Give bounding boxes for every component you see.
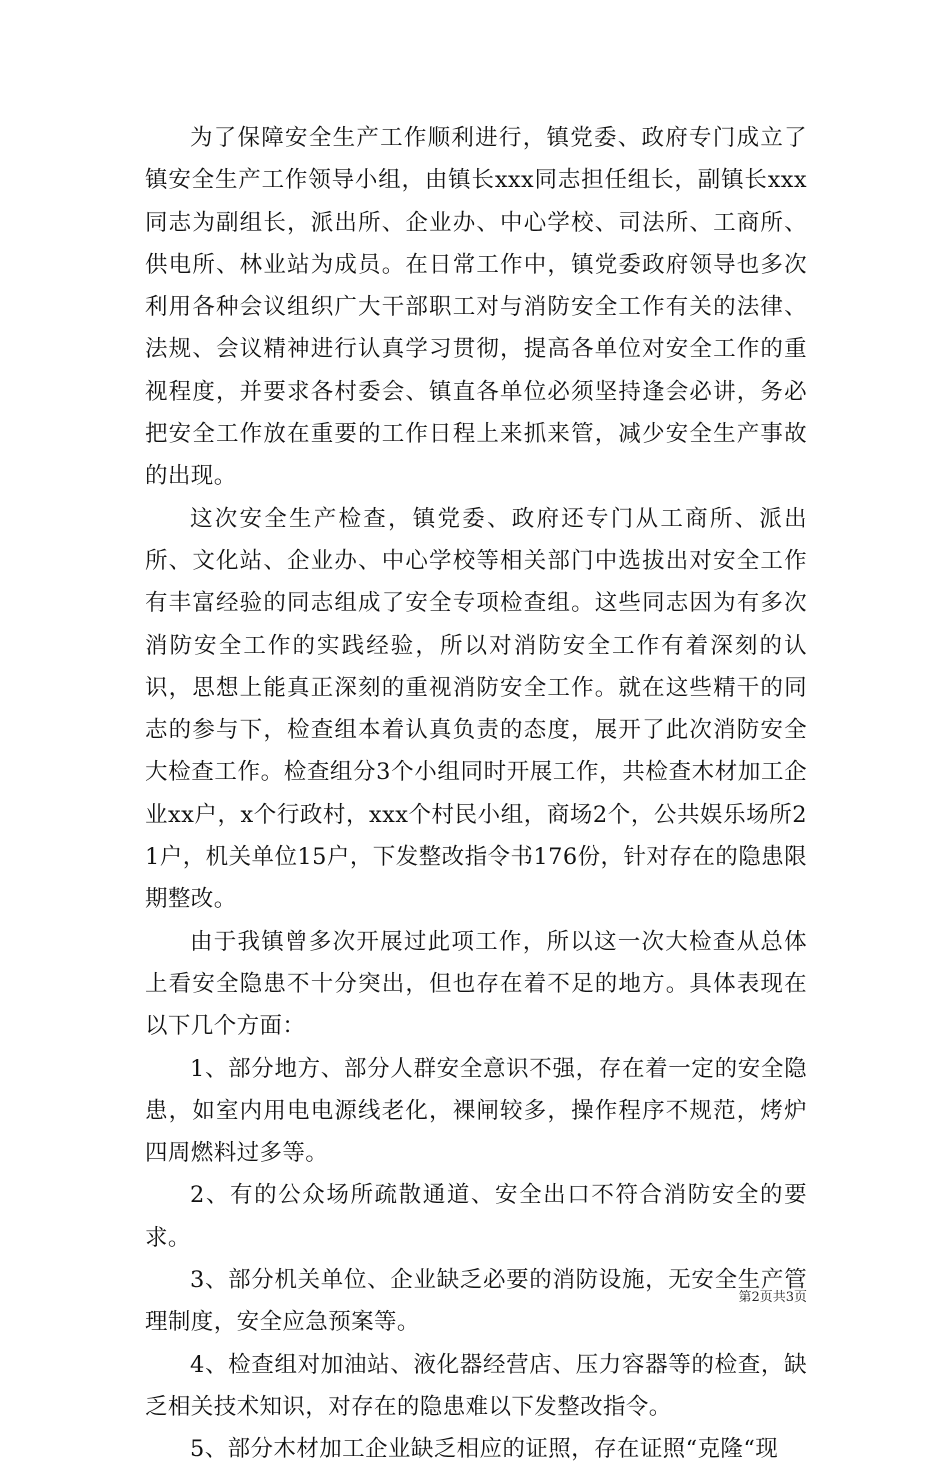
page-number-footer: 第2页共3页 <box>738 1290 807 1305</box>
paragraph-problems-intro: 由于我镇曾多次开展过此项工作，所以这一次大检查从总体上看安全隐患不十分突出，但也存在着不足的地方。具体表现在以下几个方面： <box>145 928 807 1040</box>
paragraph-inspection-team: 这次安全生产检查，镇党委、政府还专门从工商所、派出所、文化站、企业办、中心学校等相关部门中选拔出对安全工作有丰富经验的同志组成了安全专项检查组。这些同志因为有多次消防安全工作的实践经验，所以对消防安全工作有着深刻的认识，思想上能真正深刻的重视消防安全工作。就在这些精干的同志的参与下，检查组本着认真负责的态度，展开了此次消防安全大检查工作。检查组分3个小组同时开展工作，共检查木材加工企业xx户，x个行政村，xxx个村民小组，商场2个，公共娱乐场所21户，机关单位15户，下发整改指令书176份，针对存在的隐患限期整改。 <box>145 505 807 913</box>
list-item-problem-3: 3、部分机关单位、企业缺乏必要的消防设施，无安全生产管理制度，安全应急预案等。 <box>145 1267 807 1336</box>
document-body <box>145 117 807 1471</box>
list-item-problem-2: 2、有的公众场所疏散通道、安全出口不符合消防安全的要求。 <box>145 1182 807 1251</box>
list-item-problem-1: 1、部分地方、部分人群安全意识不强，存在着一定的安全隐患，如室内用电电源线老化，裸闸较多，操作程序不规范，烤炉四周燃料过多等。 <box>145 1055 807 1167</box>
paragraph-leadership-group: 为了保障安全生产工作顺利进行，镇党委、政府专门成立了镇安全生产工作领导小组，由镇长xxx同志担任组长，副镇长xxx同志为副组长，派出所、企业办、中心学校、司法所、工商所、供电所、林业站为成员。在日常工作中，镇党委政府领导也多次利用各种会议组织广大干部职工对与消防安全工作有关的法律、法规、会议精神进行认真学习贯彻，提高各单位对安全工作的重视程度，并要求各村委会、镇直各单位必须坚持逢会必讲，务必把安全工作放在重要的工作日程上来抓来管，减少安全生产事故的出现。 <box>145 125 807 490</box>
list-item-problem-4: 4、检查组对加油站、液化器经营店、压力容器等的检查，缺乏相关技术知识，对存在的隐患难以下发整改指令。 <box>145 1351 807 1420</box>
list-item-problem-5: 5、部分木材加工企业缺乏相应的证照，存在证照“克隆“现 <box>190 1436 779 1463</box>
